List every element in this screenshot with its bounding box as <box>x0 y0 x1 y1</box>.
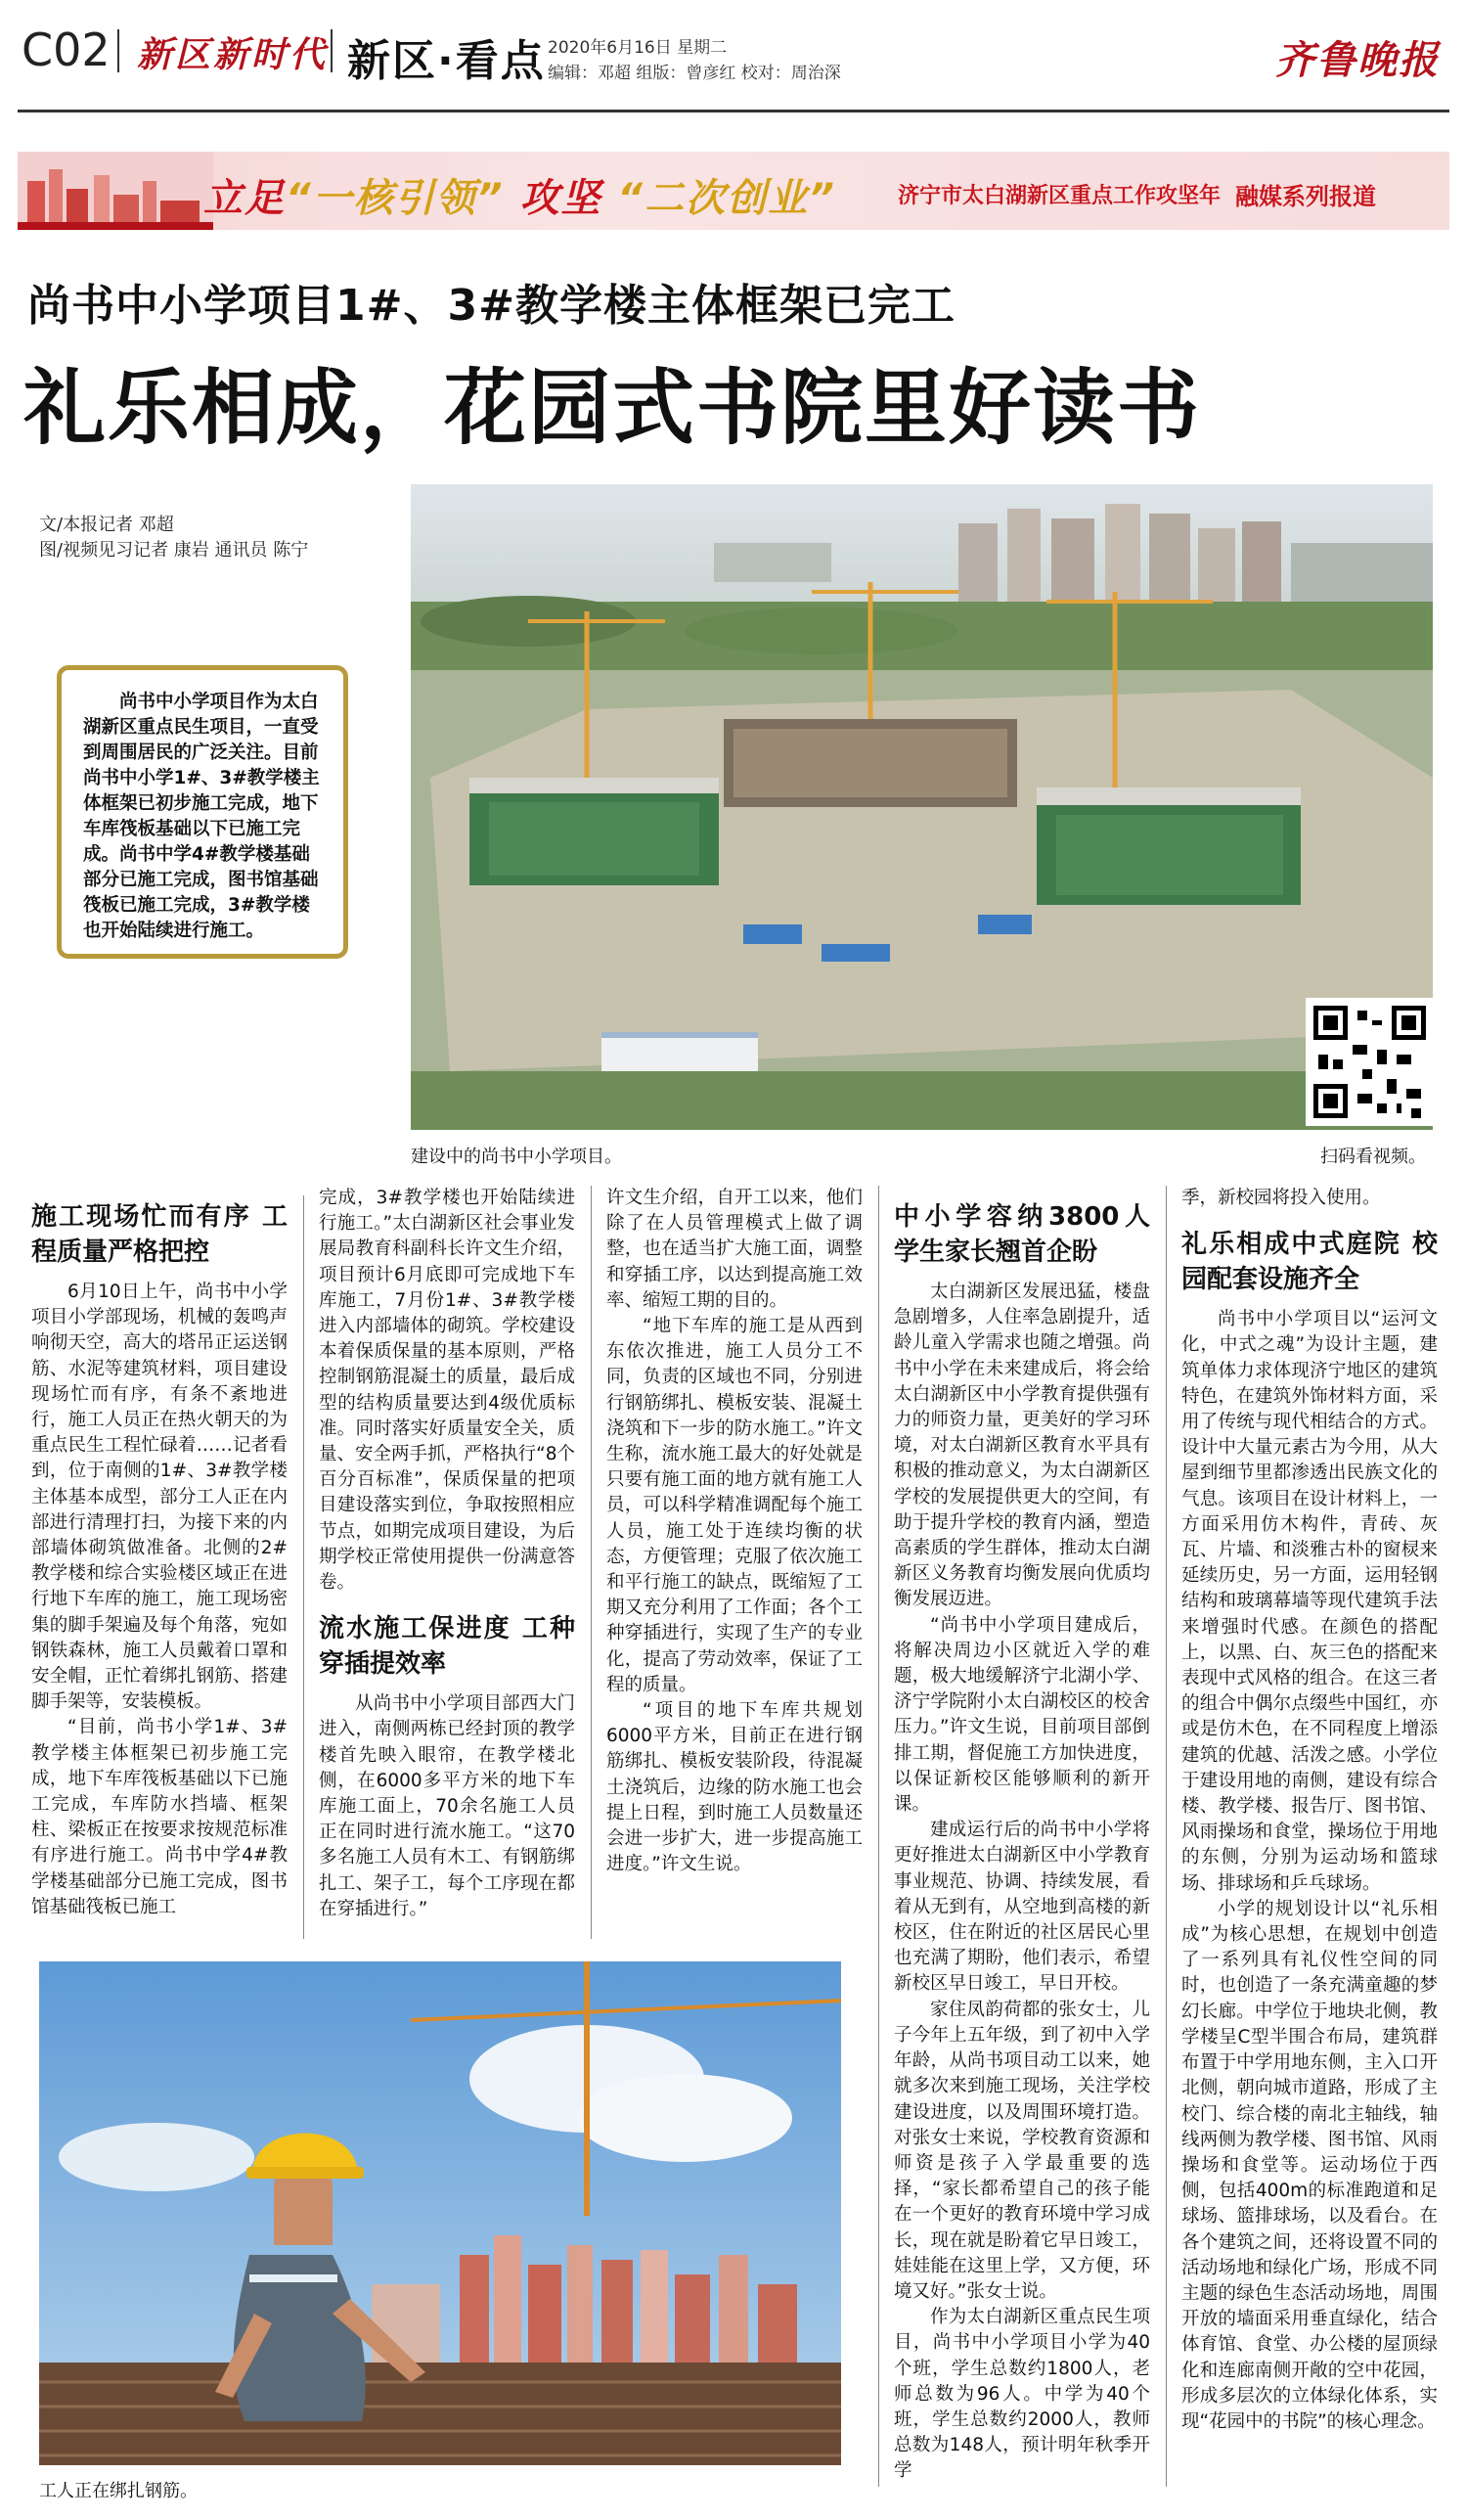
article-column-3 <box>606 1186 863 1949</box>
paragraph: 完成，3#教学楼也开始陆续进行施工。”太白湖新区社会事业发展局教育科副科长许文生介绍，项目预计6月底即可完成地下车库施工，7月份1#、3#教学楼进入内部墙体的砌筑。学校建设本着保质保量的基本原则，严格控制钢筋混凝土的质量，最后成型的结构质量要达到4级优质标准。同时落实好质量安全关，质量、安全两手抓，严格执行“8个百分百标准”，保质保量的把项目建设落实到位，争取按照相应节点，如期完成项目建设，为后期学校正常使用提供一份满意答卷。 <box>319 1188 575 1594</box>
byline-reporter: 文/本报记者 邓超 <box>39 515 174 535</box>
paragraph: “地下车库的施工是从西到东依次推进，施工人员分工不同，负责的区域也不同，分别进行钢筋绑扎、模板安装、混凝土浇筑和下一步的防水施工。”许文生称，流水施工最大的好处就是只要有施工面的地方就有施工人员，可以科学精准调配每个施工人员，施工处于连续均衡的状态，方便管理；克服了依次施工和平行施工的缺点，既缩短了工期又充分利用了工作面；各个工种穿插进行，实现了生产的专业化，提高了劳动效率，保证了工程的质量。 <box>606 1316 863 1695</box>
section-title: 新区·看点 <box>347 36 546 86</box>
paragraph: 太白湖新区发展迅猛，楼盘急剧增多，人住率急剧提升，适龄儿童入学需求也随之增强。尚书中小学在未来建成后，将会给太白湖新区中小学教育提供强有力的师资力量，更美好的学习环境，对太白湖新区教育水平具有积极的推动意义，为太白湖新区学校的发展提供更大的空间，有助于提升学校的教育内涵，塑造高素质的学生群体，推动太白湖新区义务教育均衡发展向优质均衡发展迈进。 <box>894 1282 1150 1610</box>
editors-line: 编辑：邓超 组版：曾彦红 校对：周治深 <box>548 64 841 83</box>
paragraph: “尚书中小学项目建成后，将解决周边小区就近入学的难题，极大地缓解济宁北湖小学、济宁学院附小太白湖校区的校舍压力。”许文生说，目前项目部倒排工期，督促施工方加快进度，以保证新校区能够顺利的新开课。 <box>894 1614 1150 1816</box>
issue-date: 2020年6月16日 星期二 <box>548 38 728 58</box>
column-divider <box>878 1186 879 2487</box>
banner-slogan: 立足“一核引领” 攻坚 “二次创业” <box>203 176 836 221</box>
worker-photo <box>39 1961 841 2465</box>
article-column-5 <box>1181 1186 1438 2506</box>
paragraph: 许文生介绍，自开工以来，他们除了在人员管理模式上做了调整，也在适当扩大施工面，调整和穿插工序，以达到提高施工效率、缩短工期的目的。 <box>606 1188 863 1311</box>
byline-photographer: 图/视频见习记者 康岩 通讯员 陈宁 <box>39 540 309 561</box>
main-photo-caption: 建设中的尚书中小学项目。 <box>411 1147 622 1167</box>
paragraph: 小学的规划设计以“礼乐相成”为核心思想，在规划中创造了一系列具有礼仪性空间的同时，也创造了一条充满童趣的梦幻长廊。中学位于地块北侧，教学楼呈C型半围合布局，建筑群布置于中学用地东侧，主入口开北侧，朝向城市道路，形成了主校门、综合楼的南北主轴线，轴线两侧为教学楼、图书馆、风雨操场和食堂等。运动场位于西侧，包括400m的标准跑道和足球场、篮排球场，以及看台。在各个建筑之间，还将设置不同的活动场地和绿化广场，形成不同主题的绿色生态活动场地，周围开放的墙面采用垂直绿化，结合体育馆、食堂、办公楼的屋顶绿化和连廊南侧开敞的空中花园，形成多层次的立体绿化体系，实现“花园中的书院”的核心理念。 <box>1181 1898 1438 2432</box>
article-headline: 礼乐相成，花园式书院里好读书 <box>23 359 1202 456</box>
banner-subtitle: 济宁市太白湖新区重点工作攻坚年 <box>898 184 1222 208</box>
paragraph: 尚书中小学项目以“运河文化，中式之魂”为设计主题，建筑单体力求体现济宁地区的建筑特色，在建筑外饰材料方面，采用了传统与现代相结合的方式。设计中大量元素古为今用，从大屋到细节里都渗透出民族文化的气息。该项目在设计材料上，一方面采用仿木构件，青砖、灰瓦、片墙、和淡雅古朴的窗棂来延续历史，另一方面，运用轻钢结构和玻璃幕墙等现代建筑手法来增强时代感。在颜色的搭配上，以黑、白、灰三色的搭配来表现中式风格的组合。在这三者的组合中偶尔点缀些中国红，亦或是仿木色，在不同程度上增添建筑的优越、活泼之感。小学位于建设用地的南侧，建设有综合楼、教学楼、报告厅、图书馆、风雨操场和食堂，操场位于用地的东侧，分别为运动场和篮球场、排球场和乒乓球场。 <box>1181 1309 1438 1894</box>
paragraph: 建成运行后的尚书中小学将更好推进太白湖新区中小学教育事业规范、协调、持续发展，看着从无到有，从空地到高楼的新校区，住在附近的社区居民心里也充满了期盼，他们表示，希望新校区早日竣工，早日开校。 <box>894 1820 1150 1995</box>
column-logo: 新区新时代 <box>137 34 329 75</box>
paragraph: 从尚书中小学项目部西大门进入，南侧两栋已经封顶的教学楼首先映入眼帘，在教学楼北侧，在6000多平方米的地下车库施工面上，70余名施工人员正在同时进行流水施工。“这70多名施工人员有木工、有钢筋绑扎工、架子工，每个工序现在都在穿插进行。” <box>319 1693 575 1919</box>
masthead-divider <box>331 29 333 72</box>
qr-caption: 扫码看视频。 <box>1320 1147 1426 1167</box>
subheading-flow-construction: 流水施工保进度 工种穿插提效率 <box>319 1614 575 1680</box>
qr-code[interactable] <box>1306 998 1434 1126</box>
summary-box <box>57 665 348 959</box>
paragraph: “目前，尚书小学1#、3#教学楼主体框架已初步施工完成，地下车库筏板基础以下已施工完成，车库防水挡墙、框架柱、梁板正在按要求按规范标准有序进行施工。尚书中学4#教学楼基础部分已施工完成，图书馆基础筏板已施工 <box>31 1717 288 1917</box>
masthead-divider <box>117 29 119 72</box>
subheading-courtyard-design: 礼乐相成中式庭院 校园配套设施齐全 <box>1181 1230 1438 1295</box>
paragraph: 作为太白湖新区重点民生项目，尚书中小学项目小学为40个班，学生总数约1800人，老师总数为96人。中学为40个班，学生总数约2000人，教师总数为148人，预计明年秋季开学 <box>894 2307 1150 2482</box>
newspaper-brand: 齐鲁晚报 <box>1275 37 1440 83</box>
aerial-photo-illustration <box>411 484 1433 1130</box>
subheading-site-busy: 施工现场忙而有序 工程质量严格把控 <box>31 1202 288 1267</box>
series-banner <box>18 152 1449 230</box>
subheading-capacity: 中小学容纳3800人 学生家长翘首企盼 <box>894 1202 1150 1267</box>
banner-series-label: 融媒系列报道 <box>1235 183 1376 210</box>
paragraph: 6月10日上午，尚书中小学项目小学部现场，机械的轰鸣声响彻天空，高大的塔吊正运送钢筋、水泥等建筑材料，项目建设现场忙而有序，有条不紊地进行，施工人员正在热火朝天的为重点民生工程忙碌着……记者看到，位于南侧的1#、3#教学楼主体基本成型，部分工人正在内部进行清理打扫，为接下来的内部墙体砌筑做准备。北侧的2#教学楼和综合实验楼区域正在进行地下车库的施工，施工现场密集的脚手架遍及每个角落，宛如钢铁森林，施工人员戴着口罩和安全帽，正忙着绑扎钢筋、搭建脚手架等，安装模板。 <box>31 1282 288 1713</box>
page-number: C02 <box>22 23 111 76</box>
article-column-2 <box>319 1186 575 1949</box>
paragraph: 家住凤韵荷都的张女士，儿子今年上五年级，到了初中入学年龄，从尚书项目动工以来，她就多次来到施工现场，关注学校建设进度，以及周围环境打造。对张女士来说，学校教育资源和师资是孩子入学最重要的选择，“家长都希望自己的孩子能在一个更好的教育环境中学习成长，现在就是盼着它早日竣工，娃娃能在这里上学，又方便，环境又好。”张女士说。 <box>894 1999 1150 2302</box>
article-column-1 <box>31 1195 288 1949</box>
column-divider <box>1166 1186 1167 2487</box>
column-divider <box>303 1195 304 1939</box>
worker-photo-caption: 工人正在绑扎钢筋。 <box>39 2481 198 2501</box>
worker-photo-illustration <box>39 1961 841 2465</box>
skyline-illustration <box>18 152 213 230</box>
column-divider <box>591 1186 592 1939</box>
paragraph: “项目的地下车库共规划6000平方米，目前正在进行钢筋绑扎、模板安装阶段，待混凝土浇筑后，边缘的防水施工也会提上日程，到时施工人员数量还会进一步扩大，进一步提高施工进度。”许文生说。 <box>606 1700 863 1875</box>
summary-text: 尚书中小学项目作为太白湖新区重点民生项目，一直受到周围居民的广泛关注。目前尚书中小学1#、3#教学楼主体框架已初步施工完成，地下车库筏板基础以下已施工完成。尚书中学4#教学楼基础部分已施工完成，图书馆基础筏板已施工完成，3#教学楼也开始陆续进行施工。 <box>83 692 320 941</box>
construction-site-photo <box>411 484 1433 1130</box>
qr-code-icon <box>1309 1001 1431 1123</box>
article-column-4 <box>894 1195 1150 2506</box>
masthead-rule <box>18 110 1449 112</box>
paragraph: 季，新校园将投入使用。 <box>1181 1188 1381 1208</box>
article-kicker: 尚书中小学项目1#、3#教学楼主体框架已完工 <box>27 281 956 331</box>
